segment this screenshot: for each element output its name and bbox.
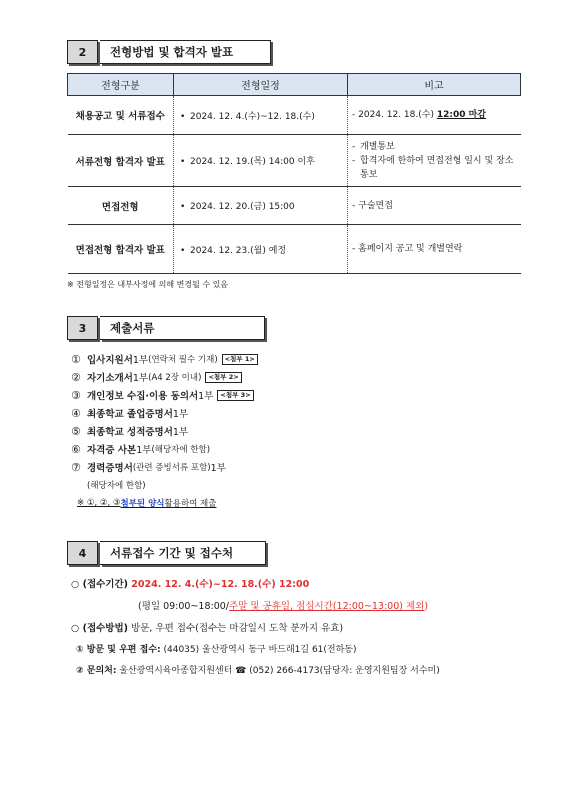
column-header: 전형구분 (68, 74, 174, 96)
reception-address: ① 방문 및 우편 접수: (44035) 울산광역시 동구 바드래1길 61(전하동) (76, 645, 357, 655)
note-cell: - 홈페이지 공고 및 개별연락 (348, 225, 521, 274)
date-cell: • 2024. 12. 4.(수)~12. 18.(수) (174, 96, 348, 135)
section-number: 3 (67, 316, 98, 340)
list-item: ④ 최종학교 졸업증명서 1부 (71, 406, 189, 420)
stage-cell: 면접전형 (68, 187, 174, 225)
date-cell: • 2024. 12. 19.(목) 14:00 이후 (174, 135, 348, 187)
list-item: ⑥ 자격증 사본 1부 (해당자에 한함) (71, 442, 211, 456)
section-title: 전형방법 및 합격자 발표 (100, 40, 271, 64)
list-item: ⑦ 경력증명서 (관련 증빙서류 포함) 1부 (71, 460, 226, 474)
schedule-table (67, 73, 521, 274)
note-cell: - 2024. 12. 18.(수) 12:00 마감 (348, 96, 521, 135)
list-item: ③ 개인정보 수집·이용 동의서 1부 <첨부 3> (71, 386, 258, 404)
section-title: 제출서류 (100, 316, 265, 340)
column-header: 비고 (348, 74, 521, 96)
column-header: 전형일정 (174, 74, 348, 96)
section-4-header (67, 541, 266, 565)
stage-cell: 서류전형 합격자 발표 (68, 135, 174, 187)
attachment-badge: <첨부 3> (217, 390, 253, 401)
section-title: 서류접수 기간 및 접수처 (100, 541, 266, 565)
section-number: 2 (67, 40, 98, 64)
list-item: ② 자기소개서 1부 (A4 2장 이내) <첨부 2> (71, 368, 258, 386)
reception-method: ○ (접수방법) 방문, 우편 접수(접수는 마감일시 도착 분까지 유효) (71, 623, 344, 634)
table-row (68, 96, 521, 135)
table-row (68, 187, 521, 225)
note-cell: - 구술면접 (348, 187, 521, 225)
attachment-badge: <첨부 2> (205, 372, 241, 383)
note-cell: - 개별통보 - 합격자에 한하여 면접전형 일시 및 장소 통보 (348, 135, 521, 187)
table-row (68, 135, 521, 187)
section-2-header (67, 40, 271, 64)
schedule-footnote: ※ 전형일정은 내부사정에 의해 변경될 수 있음 (67, 280, 229, 289)
list-item-subtext: (해당자에 한함) (87, 480, 146, 491)
stage-cell: 채용공고 및 서류접수 (68, 96, 174, 135)
date-cell: • 2024. 12. 23.(월) 예정 (174, 225, 348, 274)
contact-info: ② 문의처: 울산광역시육아종합지원센터 ☎ (052) 266-4173(담당자: 운영지원팀장 서수미) (76, 666, 440, 676)
stage-cell: 면접전형 합격자 발표 (68, 225, 174, 274)
section-3-header (67, 316, 265, 340)
list-item: ⑤ 최종학교 성적증명서 1부 (71, 424, 189, 438)
attachment-badge: <첨부 1> (222, 354, 258, 365)
date-cell: • 2024. 12. 20.(금) 15:00 (174, 187, 348, 225)
reception-period: ○ (접수기간) 2024. 12. 4.(수)~12. 18.(수) 12:00 (71, 579, 310, 590)
section-number: 4 (67, 541, 98, 565)
reception-hours: (평일 09:00~18:00/주말 및 공휴일, 점심시간(12:00~13:00) 제외) (138, 601, 429, 612)
document-list (71, 350, 258, 512)
attachment-note: ※ ①, ②, ③ 첨부된 양식 활용하여 제출 (77, 497, 217, 509)
list-item: ① 입사지원서 1부 (연락처 필수 기재) <첨부 1> (71, 350, 258, 368)
table-row (68, 225, 521, 274)
